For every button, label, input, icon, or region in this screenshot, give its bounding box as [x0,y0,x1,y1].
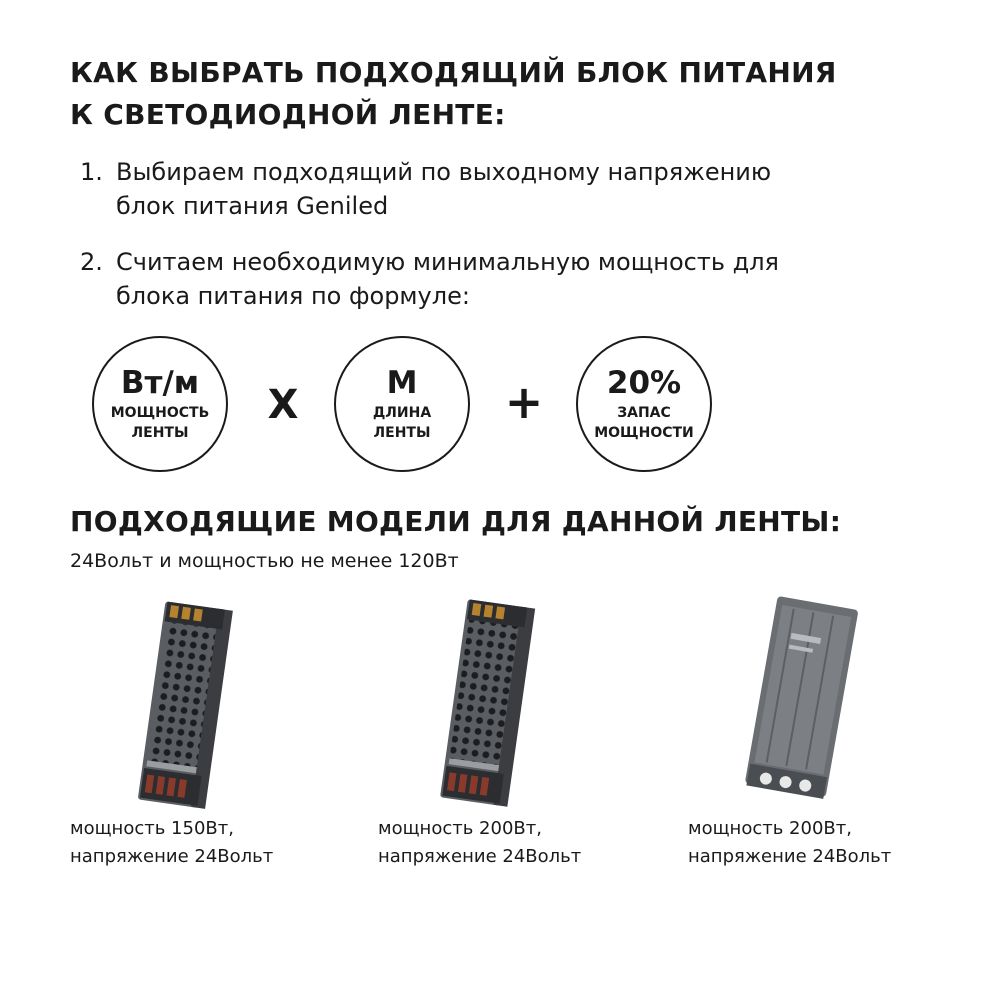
step-text: Считаем необходимую минимальную мощность для блока питания по формуле: [116,248,779,310]
product-caption [70,815,370,871]
product-caption [688,815,988,871]
step-item [80,155,940,223]
product-card [70,595,340,867]
product-voltage: напряжение 24Вольт [378,846,582,867]
step-text: Выбираем подходящий по выходному напряжению блок питания Geniled [116,158,772,220]
power-supply-slim-image [70,595,340,810]
plus-operator: + [504,375,544,429]
formula-term-reserve [576,336,712,472]
product-card [378,595,648,867]
models-heading: ПОДХОДЯЩИЕ МОДЕЛИ ДЛЯ ДАННОЙ ЛЕНТЫ: [70,505,842,538]
term-label: МОЩНОСТЬ ЛЕНТЫ [110,405,210,441]
product-card [688,595,958,867]
term-label: ДЛИНА ЛЕНТЫ [372,405,432,441]
title-line-2: К СВЕТОДИОДНОЙ ЛЕНТЕ: [70,98,506,131]
multiply-operator: X [267,382,299,428]
page-title [70,52,950,136]
term-value: М [386,365,418,401]
title-line-1: КАК ВЫБРАТЬ ПОДХОДЯЩИЙ БЛОК ПИТАНИЯ [70,56,837,89]
models-subheading: 24Вольт и мощностью не менее 120Вт [70,550,459,572]
term-label: ЗАПАС МОЩНОСТИ [594,405,694,441]
product-caption [378,815,678,871]
product-power: мощность 200Вт, [688,818,852,839]
product-voltage: напряжение 24Вольт [688,846,892,867]
power-supply-sealed-image [688,595,958,810]
step-number: 2. [80,248,103,276]
product-power: мощность 150Вт, [70,818,234,839]
formula-term-power-per-meter [92,336,228,472]
term-value: Вт/м [120,365,200,401]
formula-term-length [334,336,470,472]
product-power: мощность 200Вт, [378,818,542,839]
power-supply-slim-image [378,595,648,810]
step-item [80,245,940,313]
steps-list [80,155,940,335]
step-number: 1. [80,158,103,186]
product-voltage: напряжение 24Вольт [70,846,274,867]
term-value: 20% [606,365,682,401]
